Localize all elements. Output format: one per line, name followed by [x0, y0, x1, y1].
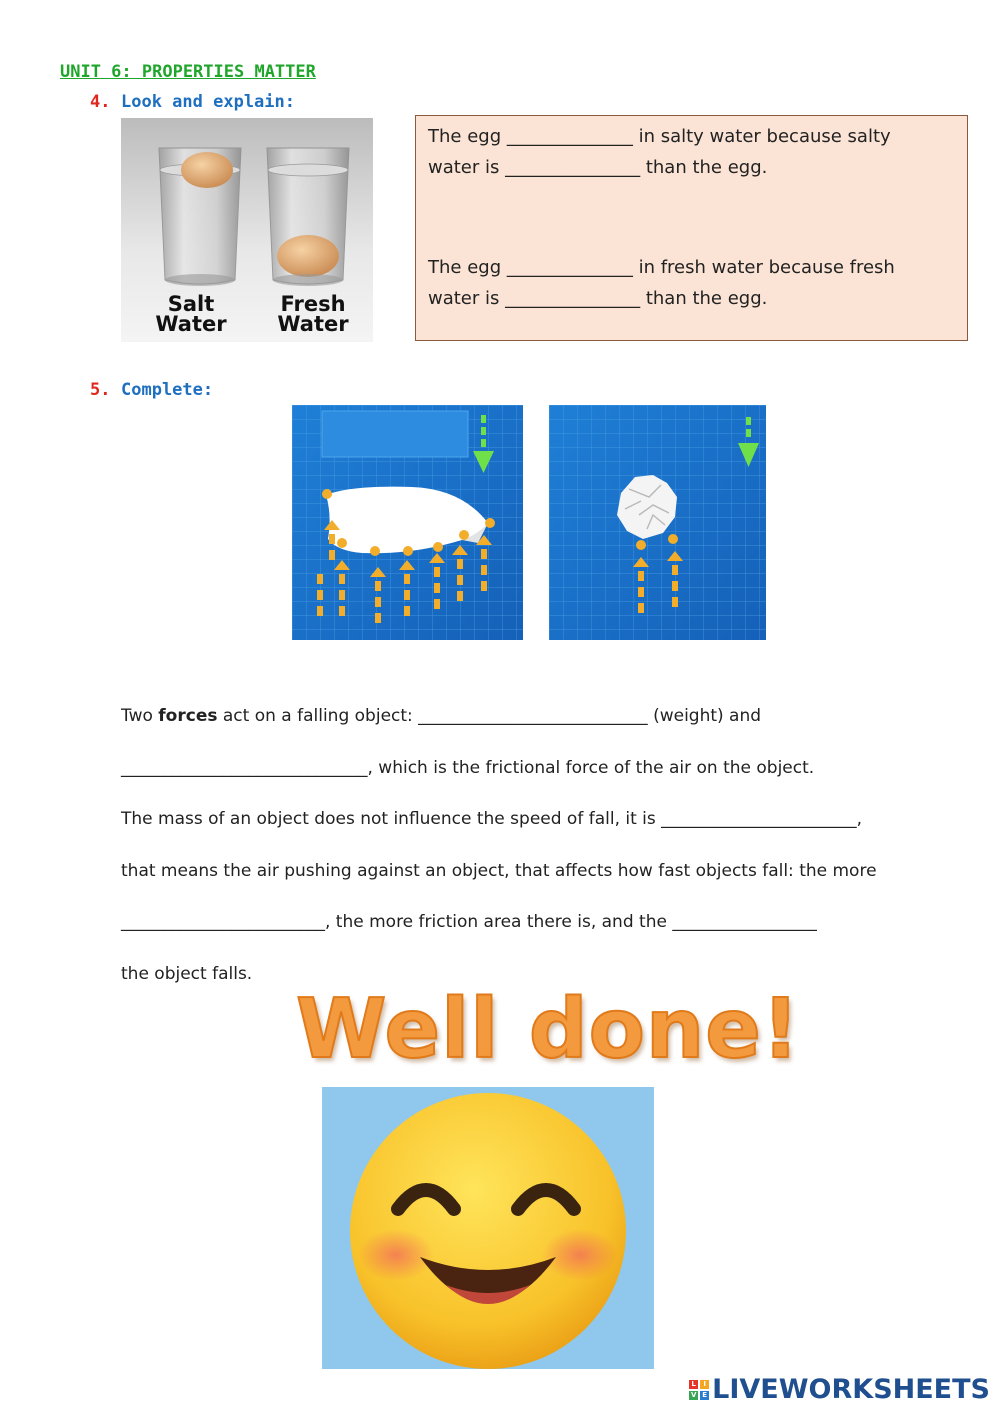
box-line-4: water is _______________ than the egg. [428, 288, 768, 309]
q5-line-5: ________________________, the more friction area there is, and the _________________ [121, 912, 817, 932]
brand-letter-e: E [700, 1391, 709, 1400]
q5-line-3: The mass of an object does not influence the speed of fall, it is _______________________, [121, 809, 863, 829]
box-line-1: The egg ______________ in salty water because salty [428, 126, 891, 147]
box-line-2: water is _______________ than the egg. [428, 157, 768, 178]
brand-name: LIVEWORKSHEETS [712, 1374, 990, 1405]
q5-line-6: the object falls. [121, 964, 253, 984]
box-line-3: The egg ______________ in fresh water because fresh [428, 257, 895, 278]
salt-label-line1: Salt [167, 292, 215, 316]
well-done-text: Well done! [296, 982, 801, 1077]
salt-label-line2: Water [155, 312, 227, 336]
q5-label: Complete: [121, 380, 214, 400]
brand-letter-i: I [700, 1380, 709, 1389]
fresh-label-line1: Fresh [280, 292, 346, 316]
q5-line-2: _____________________________, which is the frictional force of the air on the object. [121, 758, 815, 778]
liveworksheets-logo[interactable] [689, 1374, 990, 1405]
q5-line-4: that means the air pushing against an object, that affects how fast objects fall: the more [121, 861, 877, 881]
brand-mark-icon [689, 1380, 709, 1400]
fresh-label-line2: Water [277, 312, 349, 336]
crumpled-paper-falling-image [549, 405, 766, 640]
q5-line-1-bold: forces [158, 706, 218, 726]
brand-letter-l: L [689, 1380, 698, 1389]
unit-title: UNIT 6: PROPERTIES MATTER [60, 62, 316, 82]
q5-line-1-post: act on a falling object: ___________________________ (weight) and [217, 706, 762, 726]
q5-number: 5. [90, 380, 111, 400]
smiley-face-image [322, 1087, 654, 1369]
q5-line-1-pre: Two [121, 706, 159, 726]
q5-line-1 [121, 706, 761, 726]
flat-paper-falling-image [292, 405, 523, 640]
q4-label: Look and explain: [121, 92, 295, 112]
egg-glasses-image [121, 118, 373, 342]
brand-letter-v: V [690, 1390, 697, 1399]
egg-answer-box [415, 115, 968, 341]
q4-number: 4. [90, 92, 111, 112]
